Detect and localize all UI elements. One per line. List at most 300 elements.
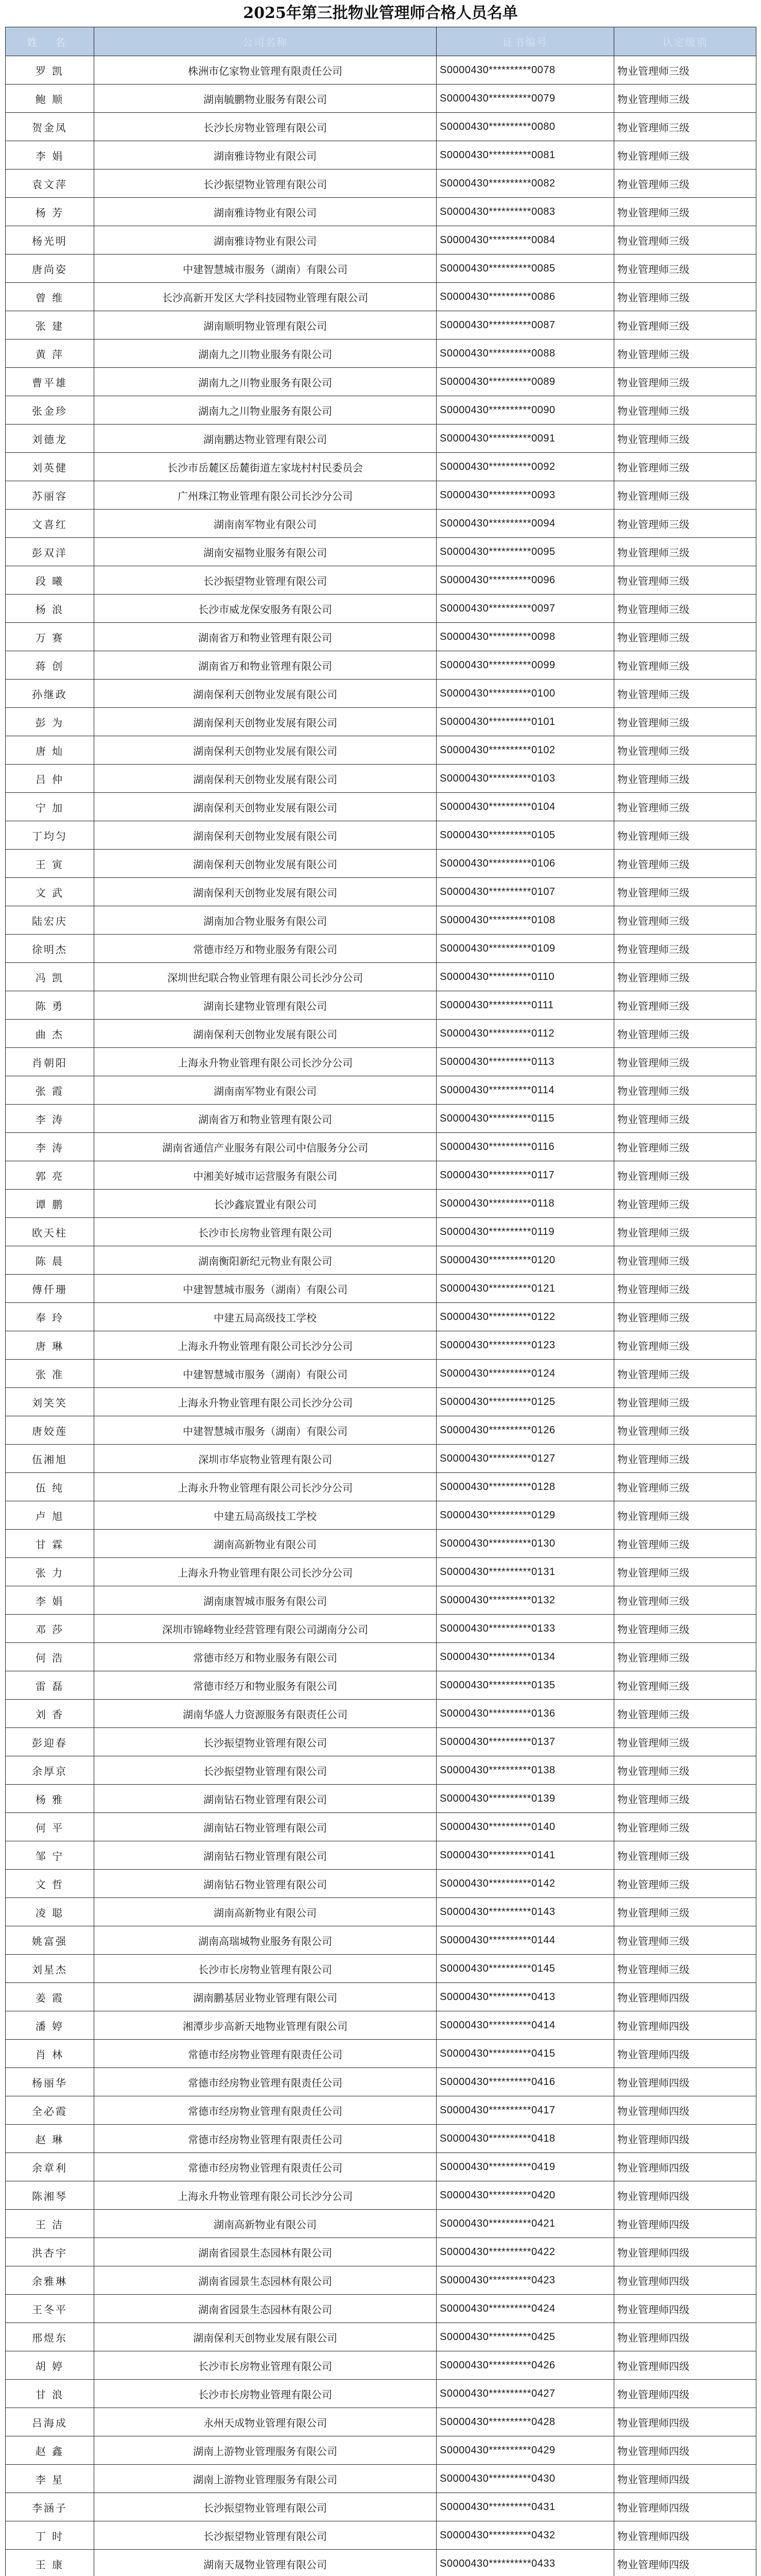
person-name: 袁文萍 <box>6 170 94 198</box>
qualification-level: 物业管理师四级 <box>614 2408 756 2436</box>
company-name: 长沙市长房物业管理有限公司 <box>94 2380 437 2408</box>
company-name: 长沙振望物业管理有限公司 <box>94 1756 437 1785</box>
person-name: 蒋 创 <box>6 651 94 680</box>
person-name: 甘 霖 <box>6 1530 94 1558</box>
certificate-number: S0000430**********0422 <box>437 2238 614 2266</box>
person-name: 彭 为 <box>6 708 94 736</box>
qualification-level: 物业管理师三级 <box>614 1360 756 1388</box>
company-name: 深圳市华宸物业管理有限公司 <box>94 1445 437 1473</box>
qualification-level: 物业管理师三级 <box>614 198 756 226</box>
certificate-number: S0000430**********0141 <box>437 1841 614 1870</box>
qualification-level: 物业管理师三级 <box>614 1076 756 1105</box>
person-name: 陈 晨 <box>6 1246 94 1275</box>
qualification-level: 物业管理师四级 <box>614 2380 756 2408</box>
person-name: 刘 香 <box>6 1700 94 1728</box>
certificate-number: S0000430**********0097 <box>437 595 614 623</box>
company-name: 中湘美好城市运营服务有限公司 <box>94 1161 437 1190</box>
company-name: 湖南保利天创物业发展有限公司 <box>94 680 437 708</box>
person-name: 唐 灿 <box>6 736 94 765</box>
table-row <box>6 1331 756 1360</box>
table-row <box>6 1983 756 2011</box>
certificate-number: S0000430**********0421 <box>437 2210 614 2238</box>
qualification-level: 物业管理师四级 <box>614 2493 756 2521</box>
company-name: 中建智慧城市服务（湖南）有限公司 <box>94 255 437 283</box>
person-name: 杨 浪 <box>6 595 94 623</box>
qualification-level: 物业管理师三级 <box>614 1105 756 1133</box>
table-row <box>6 1246 756 1275</box>
certificate-number: S0000430**********0127 <box>437 1445 614 1473</box>
person-name: 刘英健 <box>6 453 94 481</box>
certificate-number: S0000430**********0125 <box>437 1388 614 1416</box>
table-row <box>6 2493 756 2521</box>
qualification-level: 物业管理师三级 <box>614 1586 756 1615</box>
table-row <box>6 963 756 991</box>
table-row <box>6 1048 756 1076</box>
certificate-number: S0000430**********0430 <box>437 2465 614 2493</box>
table-row <box>6 368 756 396</box>
qualification-level: 物业管理师三级 <box>614 1246 756 1275</box>
certificate-number: S0000430**********0115 <box>437 1105 614 1133</box>
table-row <box>6 396 756 425</box>
table-row <box>6 906 756 935</box>
person-name: 全必霞 <box>6 2096 94 2125</box>
table-row <box>6 2408 756 2436</box>
qualification-level: 物业管理师三级 <box>614 1841 756 1870</box>
company-name: 湖南保利天创物业发展有限公司 <box>94 765 437 793</box>
table-row <box>6 2181 756 2210</box>
company-name: 湖南鹏达物业管理有限公司 <box>94 425 437 453</box>
certificate-number: S0000430**********0142 <box>437 1870 614 1898</box>
person-name: 邢煜东 <box>6 2323 94 2351</box>
company-name: 湖南雅诗物业有限公司 <box>94 226 437 255</box>
certificate-number: S0000430**********0119 <box>437 1218 614 1246</box>
qualification-level: 物业管理师三级 <box>614 595 756 623</box>
company-name: 湖南上游物业管理服务有限公司 <box>94 2436 437 2465</box>
qualification-level: 物业管理师三级 <box>614 1020 756 1048</box>
person-name: 余雅琳 <box>6 2266 94 2295</box>
qualification-level: 物业管理师三级 <box>614 878 756 906</box>
company-name: 常德市经房物业管理有限责任公司 <box>94 2125 437 2153</box>
qualification-level: 物业管理师三级 <box>614 226 756 255</box>
table-row <box>6 1870 756 1898</box>
qualification-level: 物业管理师四级 <box>614 2323 756 2351</box>
qualification-level: 物业管理师四级 <box>614 2068 756 2096</box>
certificate-number: S0000430**********0090 <box>437 396 614 425</box>
table-row <box>6 1558 756 1586</box>
qualification-level: 物业管理师三级 <box>614 1416 756 1445</box>
qualification-level: 物业管理师三级 <box>614 1501 756 1530</box>
certificate-number: S0000430**********0081 <box>437 141 614 170</box>
qualification-level: 物业管理师三级 <box>614 1558 756 1586</box>
table-row <box>6 1105 756 1133</box>
table-row <box>6 1955 756 1983</box>
certificate-number: S0000430**********0425 <box>437 2323 614 2351</box>
certificate-number: S0000430**********0089 <box>437 368 614 396</box>
person-name: 王 寅 <box>6 850 94 878</box>
qualification-level: 物业管理师三级 <box>614 510 756 538</box>
table-row <box>6 141 756 170</box>
company-name: 湘潭步步高新天地物业管理有限公司 <box>94 2011 437 2040</box>
certificate-number: S0000430**********0105 <box>437 821 614 850</box>
qualification-level: 物业管理师三级 <box>614 651 756 680</box>
qualified-personnel-table <box>5 27 756 2576</box>
certificate-number: S0000430**********0106 <box>437 850 614 878</box>
qualification-level: 物业管理师三级 <box>614 850 756 878</box>
qualification-level: 物业管理师三级 <box>614 481 756 510</box>
certificate-number: S0000430**********0419 <box>437 2153 614 2181</box>
person-name: 杨丽华 <box>6 2068 94 2096</box>
company-name: 湖南保利天创物业发展有限公司 <box>94 736 437 765</box>
qualification-level: 物业管理师三级 <box>614 821 756 850</box>
qualification-level: 物业管理师四级 <box>614 2181 756 2210</box>
person-name: 凌 聪 <box>6 1898 94 1926</box>
table-row <box>6 2238 756 2266</box>
company-name: 中建智慧城市服务（湖南）有限公司 <box>94 1360 437 1388</box>
certificate-number: S0000430**********0145 <box>437 1955 614 1983</box>
table-row <box>6 1898 756 1926</box>
certificate-number: S0000430**********0078 <box>437 56 614 84</box>
qualification-level: 物业管理师四级 <box>614 2125 756 2153</box>
certificate-number: S0000430**********0110 <box>437 963 614 991</box>
person-name: 邓 莎 <box>6 1615 94 1643</box>
certificate-number: S0000430**********0082 <box>437 170 614 198</box>
certificate-number: S0000430**********0143 <box>437 1898 614 1926</box>
person-name: 陆宏庆 <box>6 906 94 935</box>
company-name: 湖南保利天创物业发展有限公司 <box>94 850 437 878</box>
qualification-level: 物业管理师三级 <box>614 1445 756 1473</box>
certificate-number: S0000430**********0103 <box>437 765 614 793</box>
qualification-level: 物业管理师三级 <box>614 1331 756 1360</box>
certificate-number: S0000430**********0109 <box>437 935 614 963</box>
person-name: 王 康 <box>6 2550 94 2576</box>
company-name: 湖南省万和物业管理有限公司 <box>94 1105 437 1133</box>
certificate-number: S0000430**********0120 <box>437 1246 614 1275</box>
table-row <box>6 1190 756 1218</box>
company-name: 湖南省园景生态园林有限公司 <box>94 2238 437 2266</box>
company-name: 常德市经房物业管理有限责任公司 <box>94 2153 437 2181</box>
company-name: 长沙振望物业管理有限公司 <box>94 2521 437 2550</box>
qualification-level: 物业管理师四级 <box>614 2096 756 2125</box>
certificate-number: S0000430**********0104 <box>437 793 614 821</box>
person-name: 卢 旭 <box>6 1501 94 1530</box>
qualification-level: 物业管理师四级 <box>614 2266 756 2295</box>
qualification-level: 物业管理师三级 <box>614 1813 756 1841</box>
certificate-number: S0000430**********0083 <box>437 198 614 226</box>
table-row <box>6 2096 756 2125</box>
person-name: 肖 林 <box>6 2040 94 2068</box>
company-name: 湖南高瑞城物业服务有限公司 <box>94 1926 437 1955</box>
qualification-level: 物业管理师三级 <box>614 1926 756 1955</box>
company-name: 长沙长房物业管理有限公司 <box>94 113 437 141</box>
person-name: 甘 浪 <box>6 2380 94 2408</box>
company-name: 常德市经房物业管理有限责任公司 <box>94 2096 437 2125</box>
person-name: 李涵子 <box>6 2493 94 2521</box>
certificate-number: S0000430**********0144 <box>437 1926 614 1955</box>
table-row <box>6 1133 756 1161</box>
certificate-number: S0000430**********0085 <box>437 255 614 283</box>
table-row <box>6 1586 756 1615</box>
table-row <box>6 283 756 311</box>
person-name: 李 涛 <box>6 1105 94 1133</box>
certificate-number: S0000430**********0118 <box>437 1190 614 1218</box>
qualification-level: 物业管理师三级 <box>614 566 756 595</box>
certificate-number: S0000430**********0086 <box>437 283 614 311</box>
company-name: 长沙振望物业管理有限公司 <box>94 566 437 595</box>
person-name: 姜 霞 <box>6 1983 94 2011</box>
person-name: 余厚京 <box>6 1756 94 1785</box>
table-row <box>6 255 756 283</box>
table-row <box>6 1275 756 1303</box>
qualification-level: 物业管理师三级 <box>614 906 756 935</box>
company-name: 湖南加合物业服务有限公司 <box>94 906 437 935</box>
table-body <box>6 56 756 2576</box>
company-name: 湖南九之川物业服务有限公司 <box>94 396 437 425</box>
company-name: 湖南保利天创物业发展有限公司 <box>94 1020 437 1048</box>
table-row <box>6 2040 756 2068</box>
table-row <box>6 935 756 963</box>
qualification-level: 物业管理师四级 <box>614 2238 756 2266</box>
person-name: 姚富强 <box>6 1926 94 1955</box>
qualification-level: 物业管理师三级 <box>614 1218 756 1246</box>
person-name: 张 力 <box>6 1558 94 1586</box>
company-name: 湖南保利天创物业发展有限公司 <box>94 878 437 906</box>
person-name: 段 曦 <box>6 566 94 595</box>
table-row <box>6 1161 756 1190</box>
company-name: 湖南钻石物业管理有限公司 <box>94 1785 437 1813</box>
company-name: 深圳世纪联合物业管理有限公司长沙分公司 <box>94 963 437 991</box>
person-name: 欧天柱 <box>6 1218 94 1246</box>
company-name: 湖南省园景生态园林有限公司 <box>94 2295 437 2323</box>
certificate-number: S0000430**********0088 <box>437 340 614 368</box>
person-name: 傅仟珊 <box>6 1275 94 1303</box>
certificate-number: S0000430**********0117 <box>437 1161 614 1190</box>
person-name: 潘 婷 <box>6 2011 94 2040</box>
table-row <box>6 84 756 113</box>
certificate-number: S0000430**********0427 <box>437 2380 614 2408</box>
table-row <box>6 2550 756 2576</box>
person-name: 胡 婷 <box>6 2351 94 2380</box>
company-name: 常德市经万和物业服务有限公司 <box>94 1643 437 1671</box>
company-name: 湖南毓鹏物业服务有限公司 <box>94 84 437 113</box>
company-name: 长沙市长房物业管理有限公司 <box>94 2351 437 2380</box>
table-row <box>6 481 756 510</box>
qualification-level: 物业管理师三级 <box>614 1303 756 1331</box>
certificate-number: S0000430**********0116 <box>437 1133 614 1161</box>
table-row <box>6 736 756 765</box>
qualification-level: 物业管理师三级 <box>614 1161 756 1190</box>
company-name: 上海永升物业管理有限公司长沙分公司 <box>94 2181 437 2210</box>
table-row <box>6 878 756 906</box>
certificate-number: S0000430**********0102 <box>437 736 614 765</box>
person-name: 邹 宁 <box>6 1841 94 1870</box>
person-name: 贺金凤 <box>6 113 94 141</box>
header-company: 公司名称 <box>94 27 437 56</box>
table-row <box>6 1416 756 1445</box>
qualification-level: 物业管理师四级 <box>614 2295 756 2323</box>
qualification-level: 物业管理师三级 <box>614 84 756 113</box>
table-row <box>6 821 756 850</box>
person-name: 丁 时 <box>6 2521 94 2550</box>
table-row <box>6 2068 756 2096</box>
qualification-level: 物业管理师四级 <box>614 1983 756 2011</box>
qualification-level: 物业管理师三级 <box>614 1190 756 1218</box>
qualification-level: 物业管理师三级 <box>614 1870 756 1898</box>
qualification-level: 物业管理师四级 <box>614 2550 756 2576</box>
qualification-level: 物业管理师三级 <box>614 170 756 198</box>
company-name: 湖南保利天创物业发展有限公司 <box>94 2323 437 2351</box>
certificate-number: S0000430**********0113 <box>437 1048 614 1076</box>
qualification-level: 物业管理师三级 <box>614 991 756 1020</box>
company-name: 常德市经万和物业服务有限公司 <box>94 1671 437 1700</box>
person-name: 宁 加 <box>6 793 94 821</box>
header-cert: 证书编号 <box>437 27 614 56</box>
table-row <box>6 850 756 878</box>
table-row <box>6 1643 756 1671</box>
company-name: 中建五局高级技工学校 <box>94 1501 437 1530</box>
certificate-number: S0000430**********0426 <box>437 2351 614 2380</box>
certificate-number: S0000430**********0135 <box>437 1671 614 1700</box>
qualification-level: 物业管理师三级 <box>614 1785 756 1813</box>
company-name: 湖南省通信产业服务有限公司中信服务分公司 <box>94 1133 437 1161</box>
person-name: 赵 鑫 <box>6 2436 94 2465</box>
qualification-level: 物业管理师三级 <box>614 793 756 821</box>
company-name: 上海永升物业管理有限公司长沙分公司 <box>94 1331 437 1360</box>
person-name: 张 准 <box>6 1360 94 1388</box>
company-name: 长沙市长房物业管理有限公司 <box>94 1955 437 1983</box>
qualification-level: 物业管理师三级 <box>614 1615 756 1643</box>
company-name: 湖南上游物业管理服务有限公司 <box>94 2465 437 2493</box>
table-row <box>6 56 756 84</box>
company-name: 长沙鑫宸置业有限公司 <box>94 1190 437 1218</box>
certificate-number: S0000430**********0139 <box>437 1785 614 1813</box>
person-name: 吕 仲 <box>6 765 94 793</box>
company-name: 常德市经房物业管理有限责任公司 <box>94 2068 437 2096</box>
qualification-level: 物业管理师四级 <box>614 2351 756 2380</box>
qualification-level: 物业管理师三级 <box>614 1728 756 1756</box>
table-row <box>6 2266 756 2295</box>
certificate-number: S0000430**********0432 <box>437 2521 614 2550</box>
table-row <box>6 1388 756 1416</box>
company-name: 常德市经房物业管理有限责任公司 <box>94 2040 437 2068</box>
qualification-level: 物业管理师四级 <box>614 2436 756 2465</box>
table-row <box>6 765 756 793</box>
certificate-number: S0000430**********0133 <box>437 1615 614 1643</box>
certificate-number: S0000430**********0123 <box>437 1331 614 1360</box>
person-name: 文 武 <box>6 878 94 906</box>
table-row <box>6 1615 756 1643</box>
qualification-level: 物业管理师三级 <box>614 1643 756 1671</box>
company-name: 长沙高新开发区大学科技园物业管理有限公司 <box>94 283 437 311</box>
company-name: 湖南高新物业有限公司 <box>94 2210 437 2238</box>
table-row <box>6 1700 756 1728</box>
qualification-level: 物业管理师三级 <box>614 453 756 481</box>
company-name: 湖南钻石物业管理有限公司 <box>94 1813 437 1841</box>
table-row <box>6 425 756 453</box>
person-name: 彭迎春 <box>6 1728 94 1756</box>
table-row <box>6 226 756 255</box>
certificate-number: S0000430**********0429 <box>437 2436 614 2465</box>
company-name: 长沙市威龙保安服务有限公司 <box>94 595 437 623</box>
person-name: 郭 亮 <box>6 1161 94 1190</box>
company-name: 长沙市岳麓区岳麓街道左家垅村村民委员会 <box>94 453 437 481</box>
certificate-number: S0000430**********0424 <box>437 2295 614 2323</box>
table-row <box>6 340 756 368</box>
table-row <box>6 1473 756 1501</box>
certificate-number: S0000430**********0420 <box>437 2181 614 2210</box>
table-row <box>6 1728 756 1756</box>
certificate-number: S0000430**********0093 <box>437 481 614 510</box>
company-name: 中建五局高级技工学校 <box>94 1303 437 1331</box>
certificate-number: S0000430**********0101 <box>437 708 614 736</box>
table-row <box>6 2351 756 2380</box>
person-name: 李 娟 <box>6 141 94 170</box>
person-name: 李 娟 <box>6 1586 94 1615</box>
person-name: 杨 雅 <box>6 1785 94 1813</box>
table-row <box>6 2521 756 2550</box>
company-name: 上海永升物业管理有限公司长沙分公司 <box>94 1048 437 1076</box>
company-name: 湖南钻石物业管理有限公司 <box>94 1870 437 1898</box>
person-name: 李 涛 <box>6 1133 94 1161</box>
qualification-level: 物业管理师三级 <box>614 1671 756 1700</box>
company-name: 湖南保利天创物业发展有限公司 <box>94 821 437 850</box>
company-name: 湖南天晟物业管理有限公司 <box>94 2550 437 2576</box>
certificate-number: S0000430**********0138 <box>437 1756 614 1785</box>
qualification-level: 物业管理师三级 <box>614 1473 756 1501</box>
qualification-level: 物业管理师三级 <box>614 538 756 566</box>
table-row <box>6 2153 756 2181</box>
company-name: 湖南康智城市服务有限公司 <box>94 1586 437 1615</box>
qualification-level: 物业管理师三级 <box>614 765 756 793</box>
person-name: 洪杏宇 <box>6 2238 94 2266</box>
qualification-level: 物业管理师三级 <box>614 141 756 170</box>
company-name: 上海永升物业管理有限公司长沙分公司 <box>94 1558 437 1586</box>
table-row <box>6 651 756 680</box>
qualification-level: 物业管理师三级 <box>614 1133 756 1161</box>
company-name: 湖南省万和物业管理有限公司 <box>94 651 437 680</box>
person-name: 曹平雄 <box>6 368 94 396</box>
company-name: 湖南顺明物业管理有限公司 <box>94 311 437 340</box>
company-name: 湖南长建物业管理有限公司 <box>94 991 437 1020</box>
certificate-number: S0000430**********0137 <box>437 1728 614 1756</box>
certificate-number: S0000430**********0114 <box>437 1076 614 1105</box>
person-name: 李 星 <box>6 2465 94 2493</box>
qualification-level: 物业管理师三级 <box>614 311 756 340</box>
certificate-number: S0000430**********0122 <box>437 1303 614 1331</box>
company-name: 湖南九之川物业服务有限公司 <box>94 340 437 368</box>
certificate-number: S0000430**********0418 <box>437 2125 614 2153</box>
company-name: 常德市经万和物业服务有限公司 <box>94 935 437 963</box>
table-row <box>6 1303 756 1331</box>
certificate-number: S0000430**********0132 <box>437 1586 614 1615</box>
person-name: 张 建 <box>6 311 94 340</box>
table-row <box>6 1671 756 1700</box>
qualification-level: 物业管理师三级 <box>614 340 756 368</box>
person-name: 奉 玲 <box>6 1303 94 1331</box>
certificate-number: S0000430**********0107 <box>437 878 614 906</box>
table-row <box>6 2295 756 2323</box>
table-row <box>6 1785 756 1813</box>
person-name: 刘德龙 <box>6 425 94 453</box>
qualification-level: 物业管理师三级 <box>614 1700 756 1728</box>
person-name: 苏丽容 <box>6 481 94 510</box>
qualification-level: 物业管理师三级 <box>614 1388 756 1416</box>
table-row <box>6 1756 756 1785</box>
table-row <box>6 1076 756 1105</box>
person-name: 陈湘琴 <box>6 2181 94 2210</box>
table-header-row <box>6 27 756 56</box>
qualification-level: 物业管理师三级 <box>614 708 756 736</box>
qualification-level: 物业管理师三级 <box>614 113 756 141</box>
